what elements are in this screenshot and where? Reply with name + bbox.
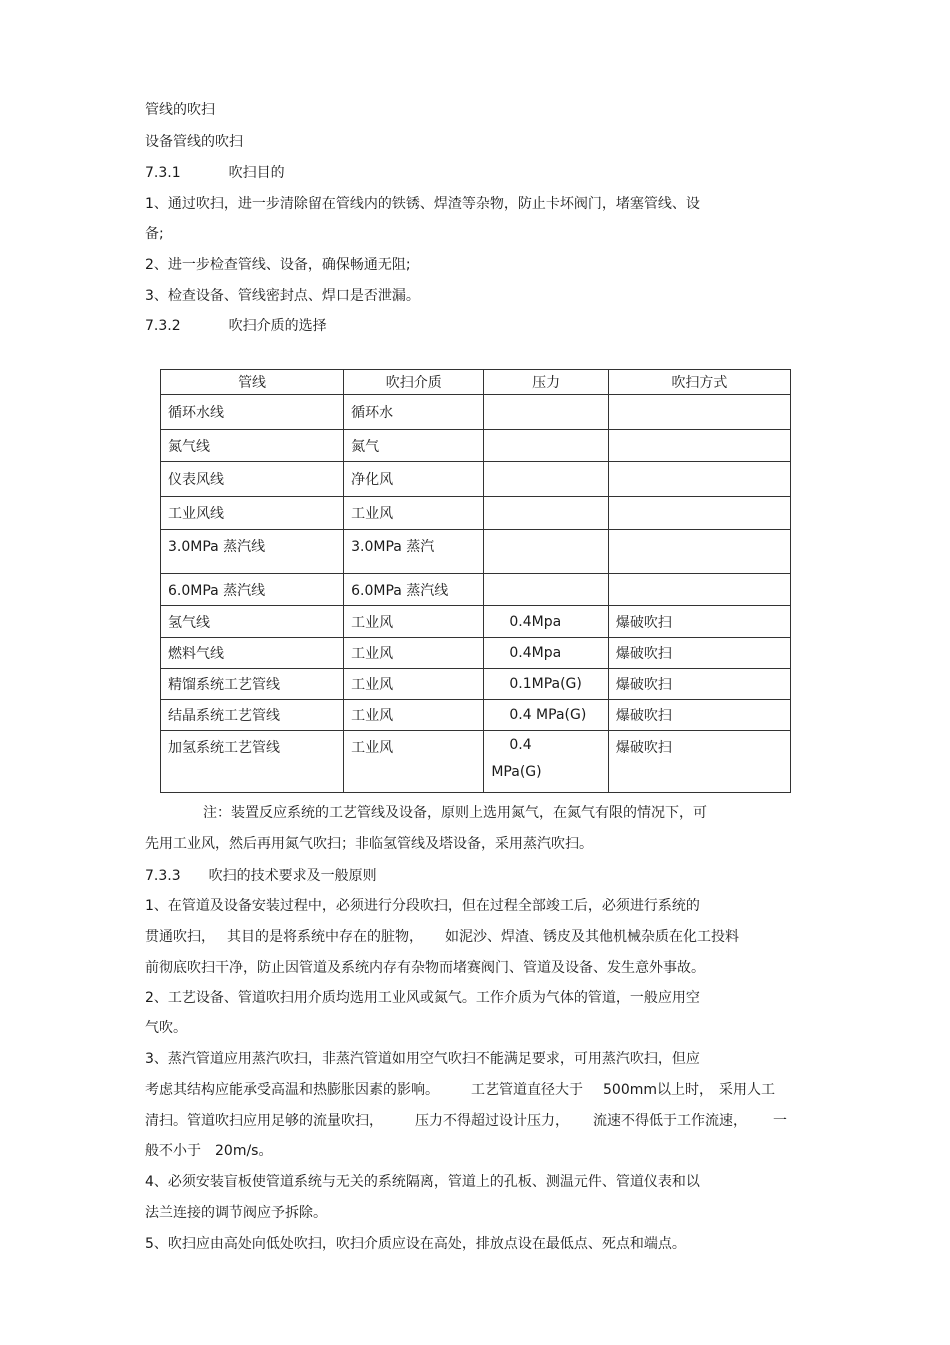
cell-pipeline: 氢气线 [161,606,344,638]
pressure-value: 0.4 [509,737,532,753]
section-7-3-1 [145,163,285,183]
cell-method [608,430,790,462]
cell-pipeline: 精馏系统工艺管线 [161,669,344,700]
cell-method: 爆破吹扫 [608,669,790,700]
cell-pressure: 0.4Mpa [484,606,609,638]
section-7-3-3 [145,866,377,886]
rule-4b: 法兰连接的调节阀应予拆除。 [145,1205,327,1221]
section-number: 7.3.3 [145,868,181,884]
purpose-1a: 1、通过吹扫，进一步清除留在管线内的铁锈、焊渣等杂物，防止卡坏阀门，堵塞管线、设 [145,196,700,212]
section-7-3-2 [145,316,327,336]
cell-method: 爆破吹扫 [608,731,790,793]
cell-pressure [484,497,609,530]
cell-medium: 工业风 [344,669,484,700]
cell-method [608,462,790,497]
cell-medium: 工业风 [344,700,484,731]
cell-method [608,395,790,430]
note-line-b: 先用工业风，然后再用氮气吹扫；非临氢管线及塔设备，采用蒸汽吹扫。 [145,836,593,852]
header-method: 吹扫方式 [608,370,790,395]
cell-pipeline: 加氢系统工艺管线 [161,731,344,793]
cell-medium: 6.0MPa 蒸汽线 [344,574,484,606]
header-pressure: 压力 [484,370,609,395]
rule-3d: 般不小于 20m/s。 [145,1143,273,1159]
cell-pressure [484,462,609,497]
table-header-row [161,370,791,395]
rule-2b: 气吹。 [145,1020,187,1036]
table-row [161,430,791,462]
section-title: 吹扫介质的选择 [228,318,327,334]
cell-pipeline: 工业风线 [161,497,344,530]
cell-pressure: 0.4 MPa(G) [484,700,609,731]
table-row [161,638,791,669]
cell-pipeline: 仪表风线 [161,462,344,497]
header-pipeline: 管线 [161,370,344,395]
table-row [161,606,791,638]
cell-method [608,497,790,530]
blowing-medium-table [160,369,791,793]
cell-method: 爆破吹扫 [608,606,790,638]
cell-pressure [484,530,609,574]
cell-pipeline: 3.0MPa 蒸汽线 [161,530,344,574]
table-row [161,574,791,606]
table-row [161,700,791,731]
section-number: 7.3.1 [145,165,181,181]
rule-1b: 贯通吹扫， 其目的是将系统中存在的脏物， 如泥沙、焊渣、锈皮及其他机械杂质在化工投料 [145,929,739,945]
table-row [161,497,791,530]
rule-3a: 3、蒸汽管道应用蒸汽吹扫，非蒸汽管道如用空气吹扫不能满足要求，可用蒸汽吹扫，但应 [145,1051,700,1067]
cell-pipeline: 结晶系统工艺管线 [161,700,344,731]
purpose-2: 2、进一步检查管线、设备，确保畅通无阻; [145,257,411,273]
cell-pipeline: 燃料气线 [161,638,344,669]
pressure-unit: MPa(G) [491,764,542,780]
cell-pressure [484,731,609,793]
header-medium: 吹扫介质 [344,370,484,395]
table-row [161,731,791,793]
rule-3b: 考虑其结构应能承受高温和热膨胀因素的影响。 工艺管道直径大于 500mm以上时， 采用人工 [145,1082,775,1098]
table-row [161,669,791,700]
cell-pressure [484,395,609,430]
cell-method [608,574,790,606]
rule-5: 5、吹扫应由高处向低处吹扫，吹扫介质应设在高处，排放点设在最低点、死点和端点。 [145,1236,686,1252]
cell-medium: 循环水 [344,395,484,430]
table-row [161,530,791,574]
purpose-1b: 备; [145,226,164,242]
cell-method [608,530,790,574]
cell-pipeline: 氮气线 [161,430,344,462]
purpose-3: 3、检查设备、管线密封点、焊口是否泄漏。 [145,288,420,304]
section-title: 吹扫目的 [228,165,285,181]
cell-medium: 净化风 [344,462,484,497]
section-number: 7.3.2 [145,318,181,334]
cell-medium: 工业风 [344,731,484,793]
cell-medium: 3.0MPa 蒸汽 [344,530,484,574]
rule-1c: 前彻底吹扫干净，防止因管道及系统内存有杂物而堵赛阀门、管道及设备、发生意外事故。 [145,960,705,976]
rule-1a: 1、在管道及设备安装过程中，必须进行分段吹扫，但在过程全部竣工后，必须进行系统的 [145,898,700,914]
table-row [161,462,791,497]
section-title: 吹扫的技术要求及一般原则 [208,868,377,884]
cell-pressure [484,430,609,462]
heading-equipment-pipeline-blowing: 设备管线的吹扫 [145,134,243,150]
cell-medium: 工业风 [344,606,484,638]
cell-method: 爆破吹扫 [608,638,790,669]
note-line-a [145,803,707,823]
cell-pipeline: 循环水线 [161,395,344,430]
cell-pressure [484,574,609,606]
cell-medium: 氮气 [344,430,484,462]
cell-pressure: 0.1MPa(G) [484,669,609,700]
cell-pressure: 0.4Mpa [484,638,609,669]
heading-pipeline-blowing: 管线的吹扫 [145,102,215,118]
rule-4a: 4、必须安装盲板使管道系统与无关的系统隔离，管道上的孔板、测温元件、管道仪表和以 [145,1174,700,1190]
table-row [161,395,791,430]
cell-method: 爆破吹扫 [608,700,790,731]
cell-medium: 工业风 [344,497,484,530]
cell-medium: 工业风 [344,638,484,669]
rule-2a: 2、工艺设备、管道吹扫用介质均选用工业风或氮气。工作介质为气体的管道，一般应用空 [145,990,700,1006]
note-text: 注：装置反应系统的工艺管线及设备，原则上选用氮气，在氮气有限的情况下，可 [203,805,707,821]
rule-3c: 清扫。管道吹扫应用足够的流量吹扫， 压力不得超过设计压力， 流速不得低于工作流速， 一 [145,1113,787,1129]
cell-pipeline: 6.0MPa 蒸汽线 [161,574,344,606]
